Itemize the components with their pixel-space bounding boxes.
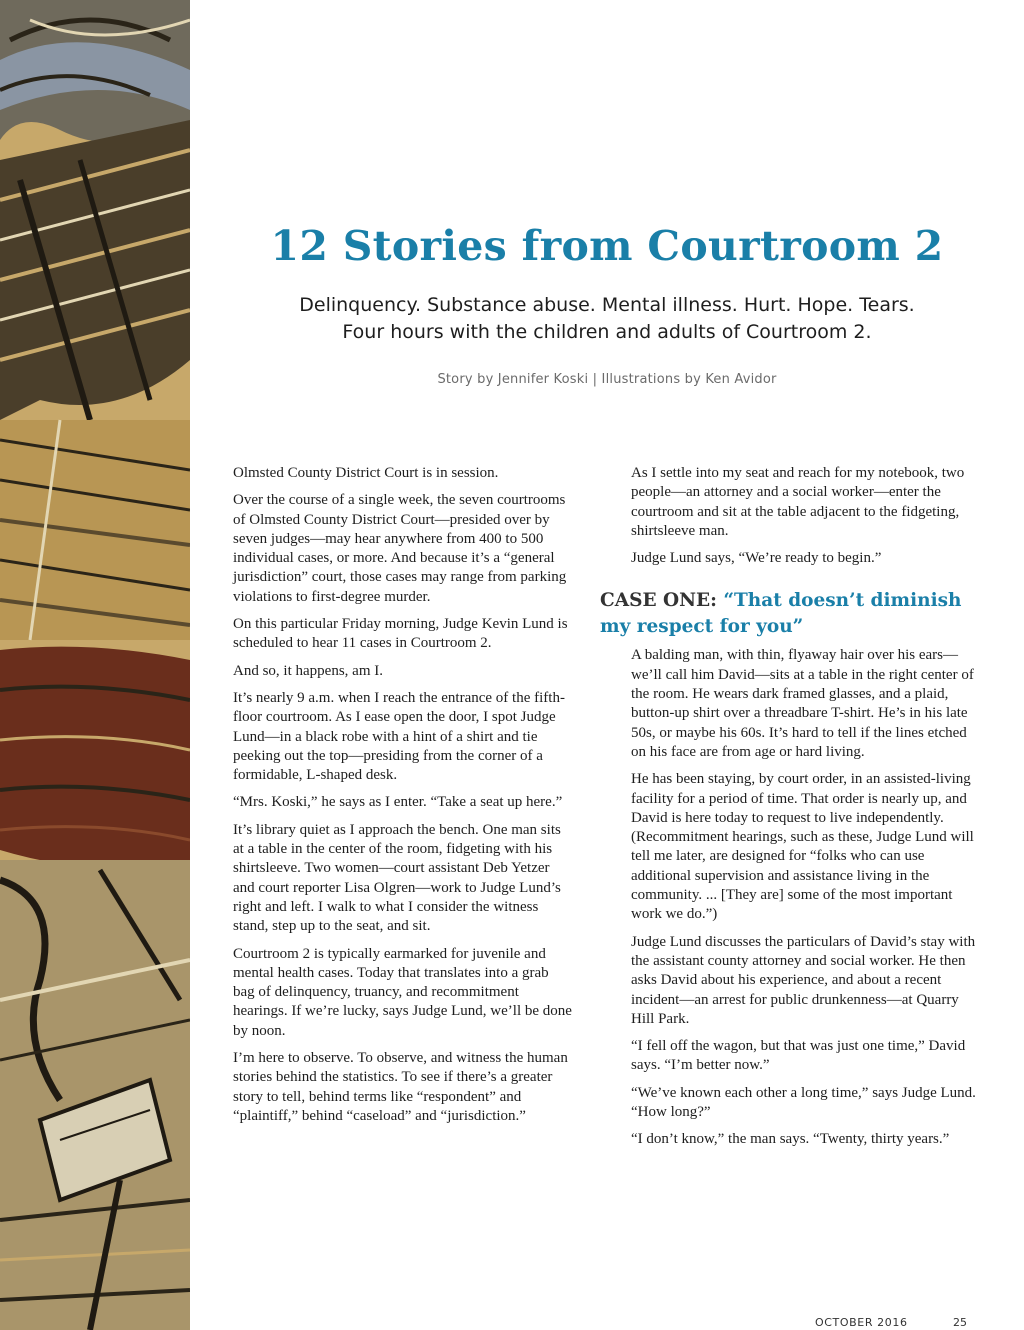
- paragraph: “I fell off the wagon, but that was just one time,” David says. “I’m better now.”: [631, 1038, 966, 1074]
- paragraph: On this particular Friday morning, Judge Kevin Lund is scheduled to hear 11 cases in Courtroom 2.: [233, 616, 568, 652]
- paragraph: It’s nearly 9 a.m. when I reach the entrance of the fifth-floor courtroom. As I ease open the door, I spot Judge Lund—in a black robe with a hint of a shirt and tie peeking out the top—presiding from the corner of a formidable, L-shaped desk.: [233, 689, 565, 784]
- article-deck: [190, 292, 1024, 346]
- body-column-left: [233, 464, 573, 1134]
- case-one-heading: [600, 588, 980, 640]
- deck-line-1: Delinquency. Substance abuse. Mental illness. Hurt. Hope. Tears.: [299, 294, 915, 316]
- paragraph: It’s library quiet as I approach the bench. One man sits at a table in the center of the room, fidgeting with his shirtsleeve. Two women—court assistant Deb Yetzer and court reporter Lisa Olgren—work to Judge Lund’s right and left. I walk to what I consider the witness stand, step up to the seat, and sit.: [233, 821, 561, 935]
- paragraph: Courtroom 2 is typically earmarked for juvenile and mental health cases. Today that translates into a grab bag of delinquency, truancy, and recommitment hearings. If we’re lucky, says Judge Lund, we’ll be done by noon.: [233, 945, 572, 1039]
- body-column-right: [600, 464, 976, 1158]
- deck-line-2: Four hours with the children and adults of Courtroom 2.: [342, 321, 872, 343]
- paragraph: Over the course of a single week, the seven courtrooms of Olmsted County District Court—presided over by seven judges—may hear anywhere from 400 to 500 individual cases, or more. And because it’s a “general jurisdiction” court, those cases may range from parking violations to first-degree murder.: [233, 492, 567, 605]
- article-title: 12 Stories from Courtroom 2: [270, 222, 944, 270]
- paragraph: He has been staying, by court order, in an assisted-living facility for a period of time. That order is nearly up, and David is here today to request to live independently. (Recommitment hearings, such as these, Judge Lund will tell me later, are designed for “folks who can use additional supervision and assistance living in the community. ... [They are] some of the most important work we do.”): [631, 771, 974, 923]
- paragraph: Judge Lund discusses the particulars of David’s stay with the assistant county attorney and social worker. He then asks David about his experience, and about a recent incident—an arrest for public drunkenness—at Quarry Hill Park.: [631, 933, 976, 1027]
- paragraph: “We’ve known each other a long time,” says Judge Lund. “How long?”: [631, 1084, 976, 1121]
- courtroom-illustration: [0, 0, 190, 1330]
- case-quote: “That doesn’t diminish my respect for you”: [600, 590, 962, 638]
- paragraph: As I settle into my seat and reach for my notebook, two people—an attorney and a social worker—enter the courtroom and sit at the table adjacent to the fidgeting, shirtsleeve man.: [631, 465, 965, 539]
- paragraph: “I don’t know,” the man says. “Twenty, thirty years.”: [631, 1131, 950, 1148]
- paragraph: “Mrs. Koski,” he says as I enter. “Take a seat up here.”: [233, 794, 563, 811]
- byline: Story by Jennifer Koski | Illustrations by Ken Avidor: [437, 372, 777, 387]
- paragraph: A balding man, with thin, flyaway hair over his ears—we’ll call him David—sits at a table in the right center of the room. He wears dark framed glasses, and a plaid, button-up shirt over a threadbare T-shirt. He’s in his late 50s, or maybe his 60s. It’s hard to tell if the lines etched on his face are from age or hard living.: [631, 647, 974, 760]
- paragraph: Olmsted County District Court is in session.: [233, 465, 499, 481]
- footer-issue-date: OCTOBER 2016: [815, 1316, 908, 1329]
- courtroom-sketch-illustration: [0, 0, 190, 1330]
- page-number: 25: [953, 1316, 967, 1329]
- paragraph: I’m here to observe. To observe, and witness the human stories behind the statistics. To see if there’s a greater story to tell, behind terms like “respondent” and “plaintiff,” behind “caseload” and “jurisdiction.”: [233, 1050, 568, 1124]
- case-label: CASE ONE:: [600, 590, 717, 612]
- paragraph: And so, it happens, am I.: [233, 662, 383, 679]
- paragraph: Judge Lund says, “We’re ready to begin.”: [631, 550, 882, 567]
